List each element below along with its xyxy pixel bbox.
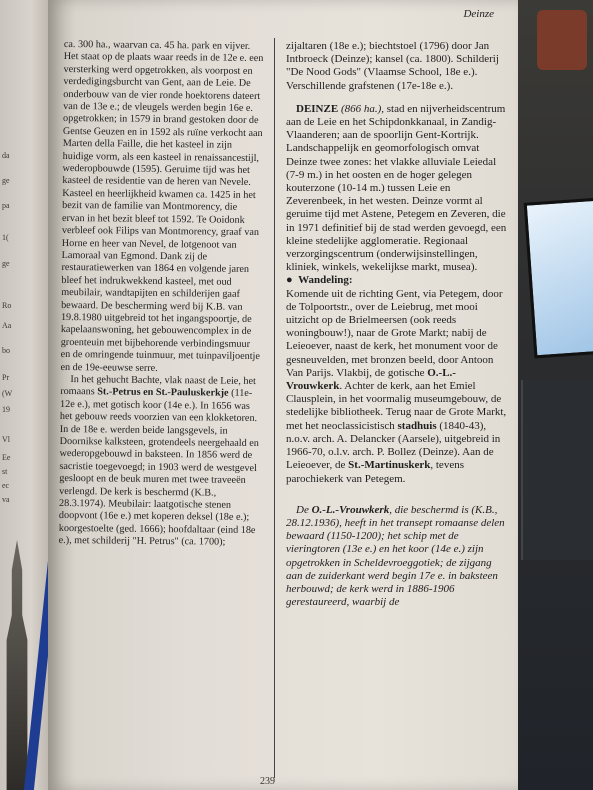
left-page-fragment: Pr	[2, 373, 10, 382]
left-page-fragment: ge	[2, 176, 10, 185]
left-page-fragment: 19	[2, 405, 10, 414]
church-name: O.-L.-Vrouwkerk	[311, 503, 390, 516]
left-page-fragment: st	[2, 467, 8, 476]
left-page-fragment: (W	[2, 389, 13, 398]
left-page-fragment: va	[2, 495, 10, 504]
left-page-fragment: ge	[2, 259, 10, 268]
walk-text: , tevens parochiekerk van Petegem.	[286, 459, 464, 485]
left-page-fragment: Ee	[2, 453, 11, 462]
deinze-entry	[286, 103, 508, 275]
ooidonk-castle-paragraph: ca. 300 ha., waarvan ca. 45 ha. park en vijver. Het staat op de plaats waar reeds in de 12e e. een versterking werd opgetrokken, als voorpost en verdedigingsburcht van Gent, aan de Leie. De onderbouw van de vier ronde hoektorens dateert van de 13e e.; de vleugels werden begin 16e e. opgetrokken; in 1579 in brand gestoken door de Gentse Geuzen en in 1592 als ruïne verkocht aan Marten della Faille, die het kasteel in zijn huidige vorm, als een kasteel in renaissancestijl, wederopbouwde (1595). Geruime tijd was het kasteel de residentie van de heren van Nevele. Kasteel en heerlijkheid kwamen ca. 1425 in het bezit van de familie van Montmorency, die ervan in het bezit bleef tot 1592. Te Ooidonk verbleef ook Filips van Montmorency, graaf van Horne en heer van Nevel, de lotgenoot van Lamoraal van Egmond. Dank zij de restauratiewerken van 1864 en volgende jaren bleef het indrukwekkend kasteel, met oud meubilair, wandtapijten en schilderijen gaaf bewaard. De bescherming werd bij K.B. van 19.8.1980 uitgebreid tot het ingangspoortje, de kapelaanswoning, het gebouwencomplex in de groenteuin met bijbehorende verbindingsmuur en de omringende tuinmuur, met tuinpaviljoentje en de 19e-eeuwse serre.	[60, 38, 264, 374]
left-page-fragment: da	[2, 151, 10, 160]
church-name: St.-Petrus en St.-Pauluskerkje	[97, 386, 229, 400]
left-page-fragment: Ro	[2, 301, 12, 310]
church-text-pre: De	[296, 503, 312, 516]
column-divider	[274, 38, 275, 778]
left-column	[56, 39, 264, 786]
walk-section	[286, 274, 508, 485]
right-column	[286, 40, 508, 785]
adjacent-left-page	[0, 0, 52, 790]
left-page-fragment: bo	[2, 346, 10, 355]
deinze-area: (866 ha.),	[338, 102, 385, 115]
laptop-screen	[524, 198, 593, 359]
walk-text: Komende uit de richting Gent, via Petegem, door de Tolpoortstr., over de Leiebrug, met mooi uitzicht op de Brielmeersen (ook reeds woningbouw!), naar de Grote Markt; nabij de Leieoever, naast de kerk, het monument voor de gesneuvelden, met bronzen beeld, door Antoon Van Parijs. Vlakbij, de gotische	[286, 287, 503, 379]
ol-vrouwkerk-paragraph	[286, 504, 508, 610]
walk-title: Wandeling:	[298, 274, 353, 287]
background-object	[537, 10, 587, 70]
bullet-icon: ●	[286, 274, 293, 287]
left-page-fragment: 1(	[2, 233, 9, 242]
walk-highlight-cityhall: stadhuis	[397, 419, 437, 432]
church-tower-photo	[4, 540, 30, 790]
walk-text: . Achter de kerk, aan het Emiel Clausplein, in het voormalig museumgebouw, de stedelijke bibliotheek. Terug naar de Grote Markt, met het neoclassicistisch	[286, 380, 507, 432]
left-page-fragment: pa	[2, 201, 10, 210]
book-page	[48, 0, 518, 790]
running-head: Deinze	[463, 8, 494, 20]
background-desk	[513, 0, 593, 790]
spacer	[286, 486, 508, 504]
left-page-fragment: Aa	[2, 321, 12, 330]
deinze-description: stad en nijverheidscentrum aan de Leie en het Schipdonkkanaal, in Zandig-Vlaanderen; aan de spoorlijn Gent-Kortrijk. Landschappelijk en geomorfologisch omvat Deinze twee zones: het vlakke alluviale Leiedal (7-9 m.) in het oosten en de hoger gelegen kouterzone (10-14 m.) tussen Leie en Zeverenbeek, in het westen. Deinze vormt al geruime tijd met Astene, Petegem en Zeveren, die in 1971 definitief bij de stad werden gevoegd, een kleine stedelijke agglomeratie. Regionaal verzorgingscentrum (onderwijsinstellingen, kliniek, winkels, wekelijkse markt, musea).	[286, 102, 507, 274]
left-page-fragment: ec	[2, 481, 10, 490]
bachte-church-paragraph	[59, 374, 261, 550]
walk-heading	[286, 274, 508, 287]
page-number: 239	[260, 776, 275, 787]
walk-text: (1840-43), n.o.v. arch. A. Delancker (Aarsele), uitgebreid in 1966-70, o.l.v. arch. P. Bollez (Deinze). Aan de Leieoever, de	[286, 419, 501, 472]
church-description: , die beschermd is (K.B., 28.12.1936), heeft in het transept romaanse delen bewaard (1150-1200); het schip met de vieringtoren (13e e.) en het koor (14e e.) zijn opgetrokken in Scheldevroeggotiek; de zijgang aan de zuiderkant werd begin 17e e. in baksteen herbouwd; de kerk werd in 1886-1906 gerestaureerd, waarbij de	[286, 503, 505, 609]
laptop-keyboard	[521, 380, 593, 560]
church-text-pre: In het gehucht Bachte, vlak naast de Leie, het romaans	[60, 374, 256, 398]
left-page-fragment: Vl	[2, 435, 10, 444]
deinze-title: DEINZE	[296, 102, 339, 115]
walk-highlight-martinus: St.-Martinuskerk	[348, 459, 431, 472]
furniture-continuation: zijaltaren (18e e.); biechtstoel (1796) door Jan Intbroeck (Deinze); kansel (ca. 1800). Schilderij "De Nood Gods" (Vlaamse School, 18e e.). Verschillende grafstenen (17e-18e e.).	[286, 40, 499, 92]
church-text-post: (11e-12e e.), met gotisch koor (14e e.). In 1656 was het gebouw reeds voorzien van een klokketoren. In de 18e e. werden beide langsgevels, in Doornikse kalksteen, grotendeels neergehaald en wederopgebouwd in baksteen. In 1856 werd de sacristie toegevoegd; in 1903 werd de westgevel gesloopt en de beuk muren met twee traveeën verlengd. De kerk is beschermd (K.B., 28.3.1974). Meubilair: laatgotische stenen doopvont (16e e.) met koperen deksel (18e e.); koorgestoelte (ged. 1666); hoofdaltaar (eind 18e e.), met schilderij "H. Petrus" (ca. 1700);	[58, 388, 259, 548]
walk-highlight-church: O.-L.-Vrouwkerk	[286, 366, 456, 393]
